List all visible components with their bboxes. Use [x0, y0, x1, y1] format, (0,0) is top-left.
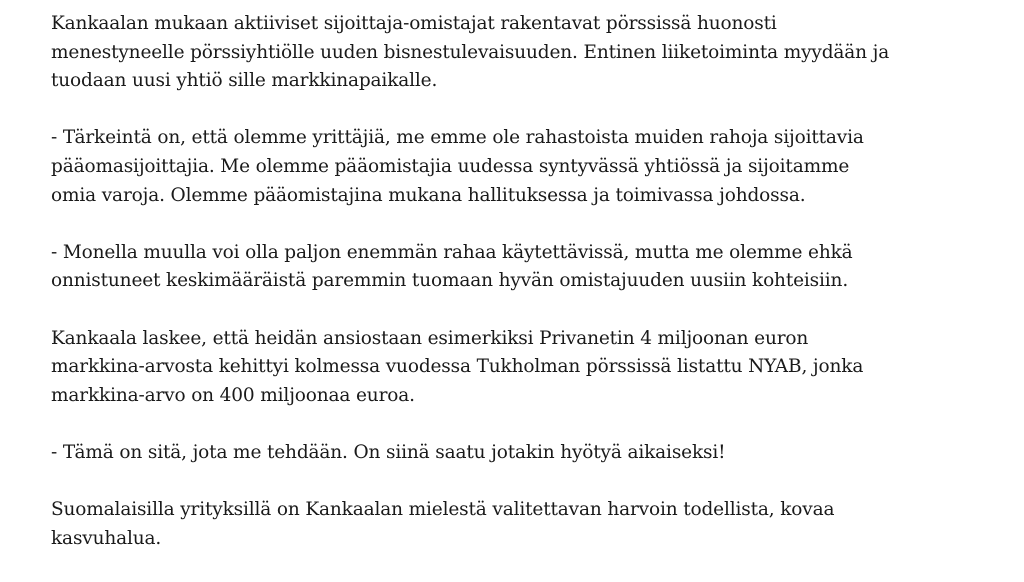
paragraph-line: menestyneelle pörssiyhtiölle uuden bisnestulevaisuuden. Entinen liiketoiminta myydään ja	[51, 41, 890, 63]
paragraph	[51, 439, 951, 468]
paragraph-line: Kankaala laskee, että heidän ansiostaan esimerkiksi Privanetin 4 miljoonan euron	[51, 327, 809, 349]
paragraph-line: Suomalaisilla yrityksillä on Kankaalan mielestä valitettavan harvoin todellista, kovaa	[51, 499, 835, 521]
paragraph	[51, 496, 951, 553]
paragraph-line: pääomasijoittajia. Me olemme pääomistajia uudessa syntyvässä yhtiössä ja sijoitamme	[51, 155, 850, 177]
paragraph	[51, 325, 951, 411]
paragraph-line: kasvuhalua.	[51, 527, 162, 549]
paragraph	[51, 239, 951, 296]
article-body	[51, 10, 951, 582]
paragraph-line: - Monella muulla voi olla paljon enemmän rahaa käytettävissä, mutta me olemme ehkä	[51, 241, 853, 263]
paragraph-line: markkina-arvosta kehittyi kolmessa vuodessa Tukholman pörssissä listattu NYAB, jonka	[51, 356, 864, 378]
paragraph-line: - Tärkeintä on, että olemme yrittäjiä, me emme ole rahastoista muiden rahoja sijoittavia	[51, 127, 864, 149]
paragraph	[51, 124, 951, 210]
paragraph-line: tuodaan uusi yhtiö sille markkinapaikalle.	[51, 70, 438, 92]
paragraph	[51, 10, 951, 96]
paragraph-line: omia varoja. Olemme pääomistajina mukana hallituksessa ja toimivassa johdossa.	[51, 184, 806, 206]
paragraph-line: - Tämä on sitä, jota me tehdään. On siinä saatu jotakin hyötyä aikaiseksi!	[51, 441, 726, 463]
paragraph-line: onnistuneet keskimääräistä paremmin tuomaan hyvän omistajuuden uusiin kohteisiin.	[51, 270, 849, 292]
paragraph-line: markkina-arvo on 400 miljoonaa euroa.	[51, 384, 415, 406]
paragraph-line: Kankaalan mukaan aktiiviset sijoittaja-omistajat rakentavat pörssissä huonosti	[51, 13, 777, 34]
